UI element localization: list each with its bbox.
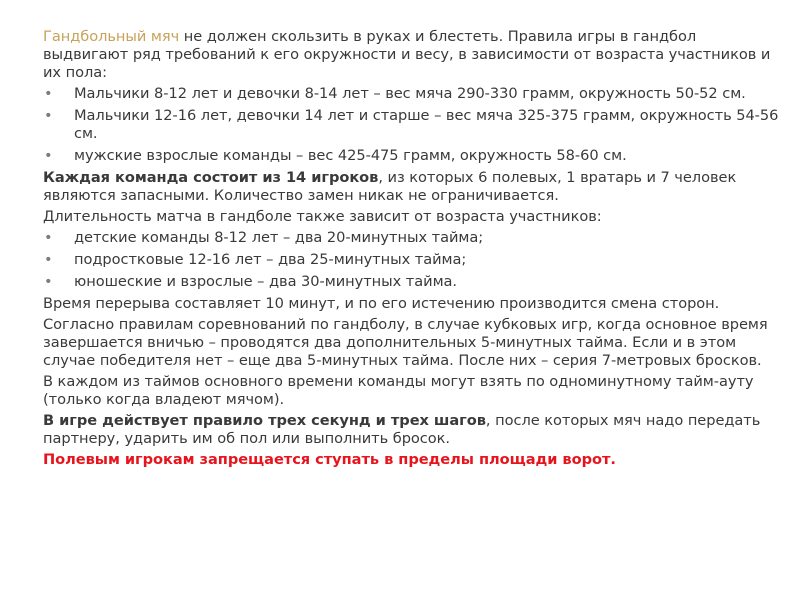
bullet-item bbox=[43, 147, 783, 165]
text-run: юношеские и взрослые – два 30-минутных тайма. bbox=[74, 273, 458, 290]
paragraph bbox=[43, 316, 783, 370]
bullet-marker: • bbox=[44, 107, 53, 124]
text-run: , после которых мяч надо передать партнеру, ударить им об пол или выполнить бросок. bbox=[43, 412, 761, 447]
bullet-item bbox=[43, 251, 783, 269]
text-run: подростковые 12-16 лет – два 25-минутных тайма; bbox=[74, 251, 467, 268]
text-run: Согласно правилам соревнований по гандболу, в случае кубковых игр, когда основное время завершается вничью – проводятся два дополнительных 5-минутных тайма. Если и в этом случае победителя нет – еще два 5-минутных тайма. После них – серия 7-метровых бросков. bbox=[43, 316, 768, 369]
bullet-item bbox=[43, 273, 783, 291]
strong-text-run: Каждая команда состоит из 14 игроков bbox=[43, 169, 379, 186]
text-run: не должен скользить в руках и блестеть. Правила игры в гандбол выдвигают ряд требований к его окружности и весу, в зависимости от возраста участников и их пола: bbox=[43, 28, 771, 81]
strong-text-run: В игре действует правило трех секунд и трех шагов bbox=[43, 412, 486, 429]
paragraph bbox=[43, 169, 783, 205]
bullet-marker: • bbox=[44, 147, 53, 164]
bullet-item bbox=[43, 229, 783, 247]
text-run: , из которых 6 полевых, 1 вратарь и 7 человек являются запасными. Количество замен никак не ограничивается. bbox=[43, 169, 737, 204]
bullet-marker: • bbox=[44, 273, 53, 290]
text-run: Время перерыва составляет 10 минут, и по его истечению производится смена сторон. bbox=[43, 295, 720, 312]
text-run: мужские взрослые команды – вес 425-475 грамм, окружность 58-60 см. bbox=[74, 147, 627, 164]
paragraph bbox=[43, 412, 783, 448]
text-run: В каждом из таймов основного времени команды могут взять по одноминутному тайм-ауту (только когда владеют мячом). bbox=[43, 373, 754, 408]
bullet-marker: • bbox=[44, 229, 53, 246]
red-text-run: Полевым игрокам запрещается ступать в пределы площади ворот. bbox=[43, 451, 616, 468]
text-run: Мальчики 12-16 лет, девочки 14 лет и старше – вес мяча 325-375 грамм, окружность 54-56 см. bbox=[74, 107, 779, 142]
bullet-item bbox=[43, 107, 783, 143]
paragraph bbox=[43, 28, 783, 82]
bullet-marker: • bbox=[44, 85, 53, 102]
accent-text-run: Гандбольный мяч bbox=[43, 28, 180, 45]
text-run: Длительность матча в гандболе также зависит от возраста участников: bbox=[43, 208, 602, 225]
paragraph bbox=[43, 208, 783, 226]
slide-content bbox=[43, 28, 783, 472]
text-run: Мальчики 8-12 лет и девочки 8-14 лет – вес мяча 290-330 грамм, окружность 50-52 см. bbox=[74, 85, 746, 102]
paragraph bbox=[43, 373, 783, 409]
bullet-item bbox=[43, 85, 783, 103]
bullet-marker: • bbox=[44, 251, 53, 268]
paragraph bbox=[43, 451, 783, 469]
paragraph bbox=[43, 295, 783, 313]
text-run: детские команды 8-12 лет – два 20-минутных тайма; bbox=[74, 229, 484, 246]
